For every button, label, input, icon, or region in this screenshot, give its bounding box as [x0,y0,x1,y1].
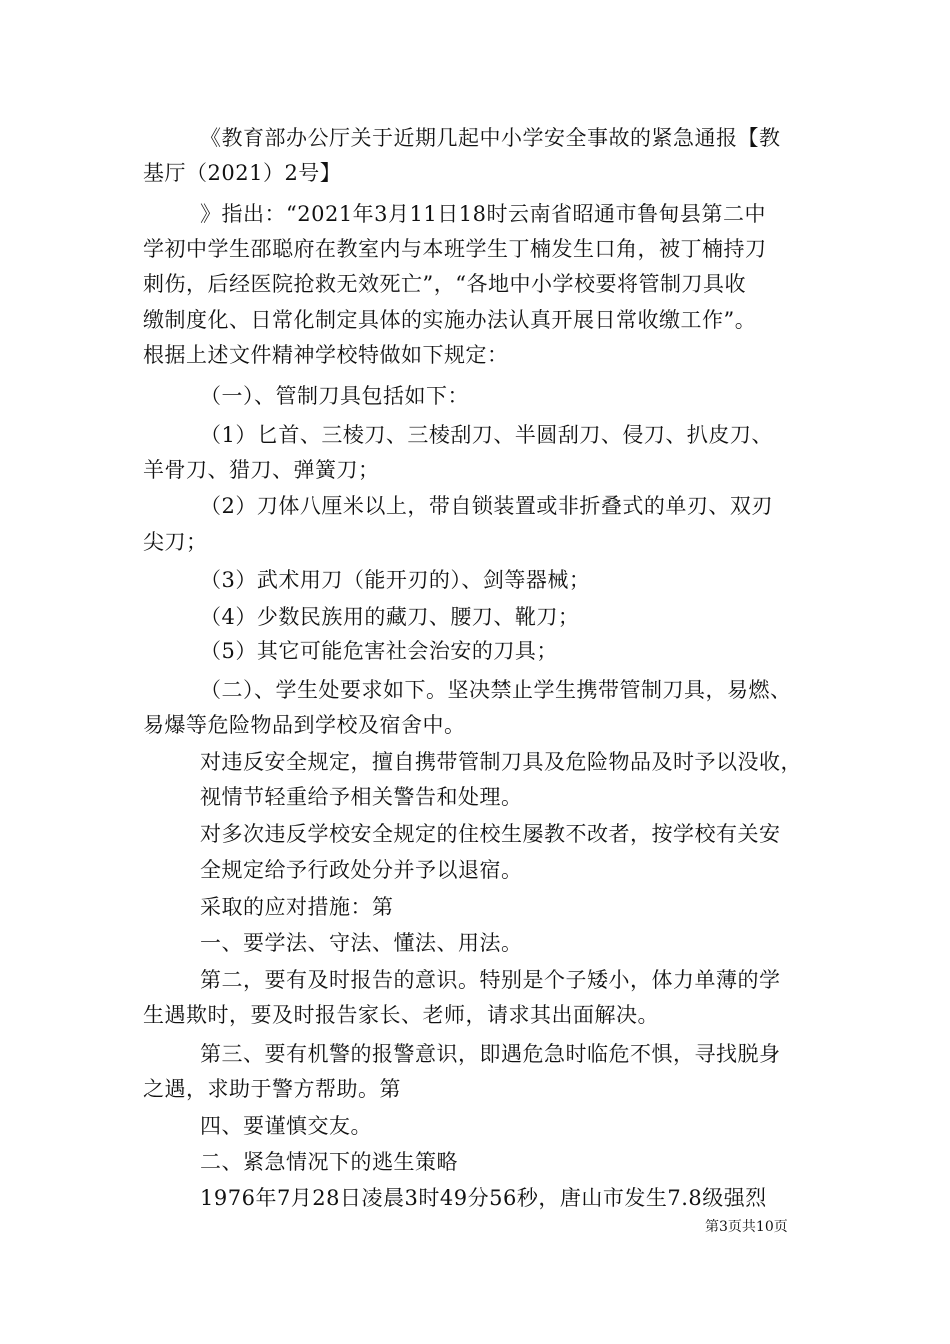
text-line: （1）匕首、三棱刀、三棱刮刀、半圆刮刀、侵刀、扒皮刀、 [200,423,773,447]
text-line: （3）武术用刀（能开刃的）、剑等器械； [200,568,591,592]
page-number: 第3页共10页 [705,1219,788,1235]
text-line: 对多次违反学校安全规定的住校生屡教不改者，按学校有关安 [200,822,781,846]
text-line: 羊骨刀、猎刀、弹簧刀； [143,458,380,482]
text-line: 基厅（2021）2号】 [143,161,342,185]
text-line: 对违反安全规定，擅自携带管制刀具及危险物品及时予以没收， [200,750,802,774]
text-line: （二）、学生处要求如下。坚决禁止学生携带管制刀具，易燃、 [200,678,792,702]
text-line: 》指出：“2021年3月11日18时云南省昭通市鲁甸县第二中 [200,202,766,226]
text-line: 学初中学生邵聪府在教室内与本班学生丁楠发生口角，被丁楠持刀 [143,237,767,261]
text-line: 全规定给予行政处分并予以退宿。 [200,858,523,882]
text-line: 之遇，求助于警方帮助。第 [143,1077,401,1101]
text-line: （一）、管制刀具包括如下： [200,384,469,408]
text-line: 根据上述文件精神学校特做如下规定： [143,343,509,367]
text-line: 刺伤，后经医院抢救无效死亡”，“各地中小学校要将管制刀具收 [143,272,746,296]
text-line: 四、要谨慎交友。 [200,1114,372,1138]
text-line: 采取的应对措施：第 [200,895,394,919]
text-line: 一、要学法、守法、懂法、用法。 [200,931,523,955]
text-line: 1976年7月28日凌晨3时49分56秒，唐山市发生7.8级强烈 [200,1186,767,1210]
text-line: （5）其它可能危害社会治安的刀具； [200,639,558,663]
text-line: （2）刀体八厘米以上，带自锁装置或非折叠式的单刃、双刃 [200,494,773,518]
text-line: 尖刀； [143,530,208,554]
text-line: 视情节轻重给予相关警告和处理。 [200,785,523,809]
text-line: 第三、要有机警的报警意识，即遇危急时临危不惧，寻找脱身 [200,1042,781,1066]
text-line: 《教育部办公厅关于近期几起中小学安全事故的紧急通报【教 [200,126,781,150]
text-line: 缴制度化、日常化制定具体的实施办法认真开展日常收缴工作”。 [143,308,757,332]
text-line: 第二，要有及时报告的意识。特别是个子矮小，体力单薄的学 [200,968,781,992]
text-line: 二、紧急情况下的逃生策略 [200,1150,458,1174]
text-line: （4）少数民族用的藏刀、腰刀、靴刀； [200,605,580,629]
text-line: 生遇欺时，要及时报告家长、老师，请求其出面解决。 [143,1003,659,1027]
text-line: 易爆等危险物品到学校及宿舍中。 [143,713,466,737]
